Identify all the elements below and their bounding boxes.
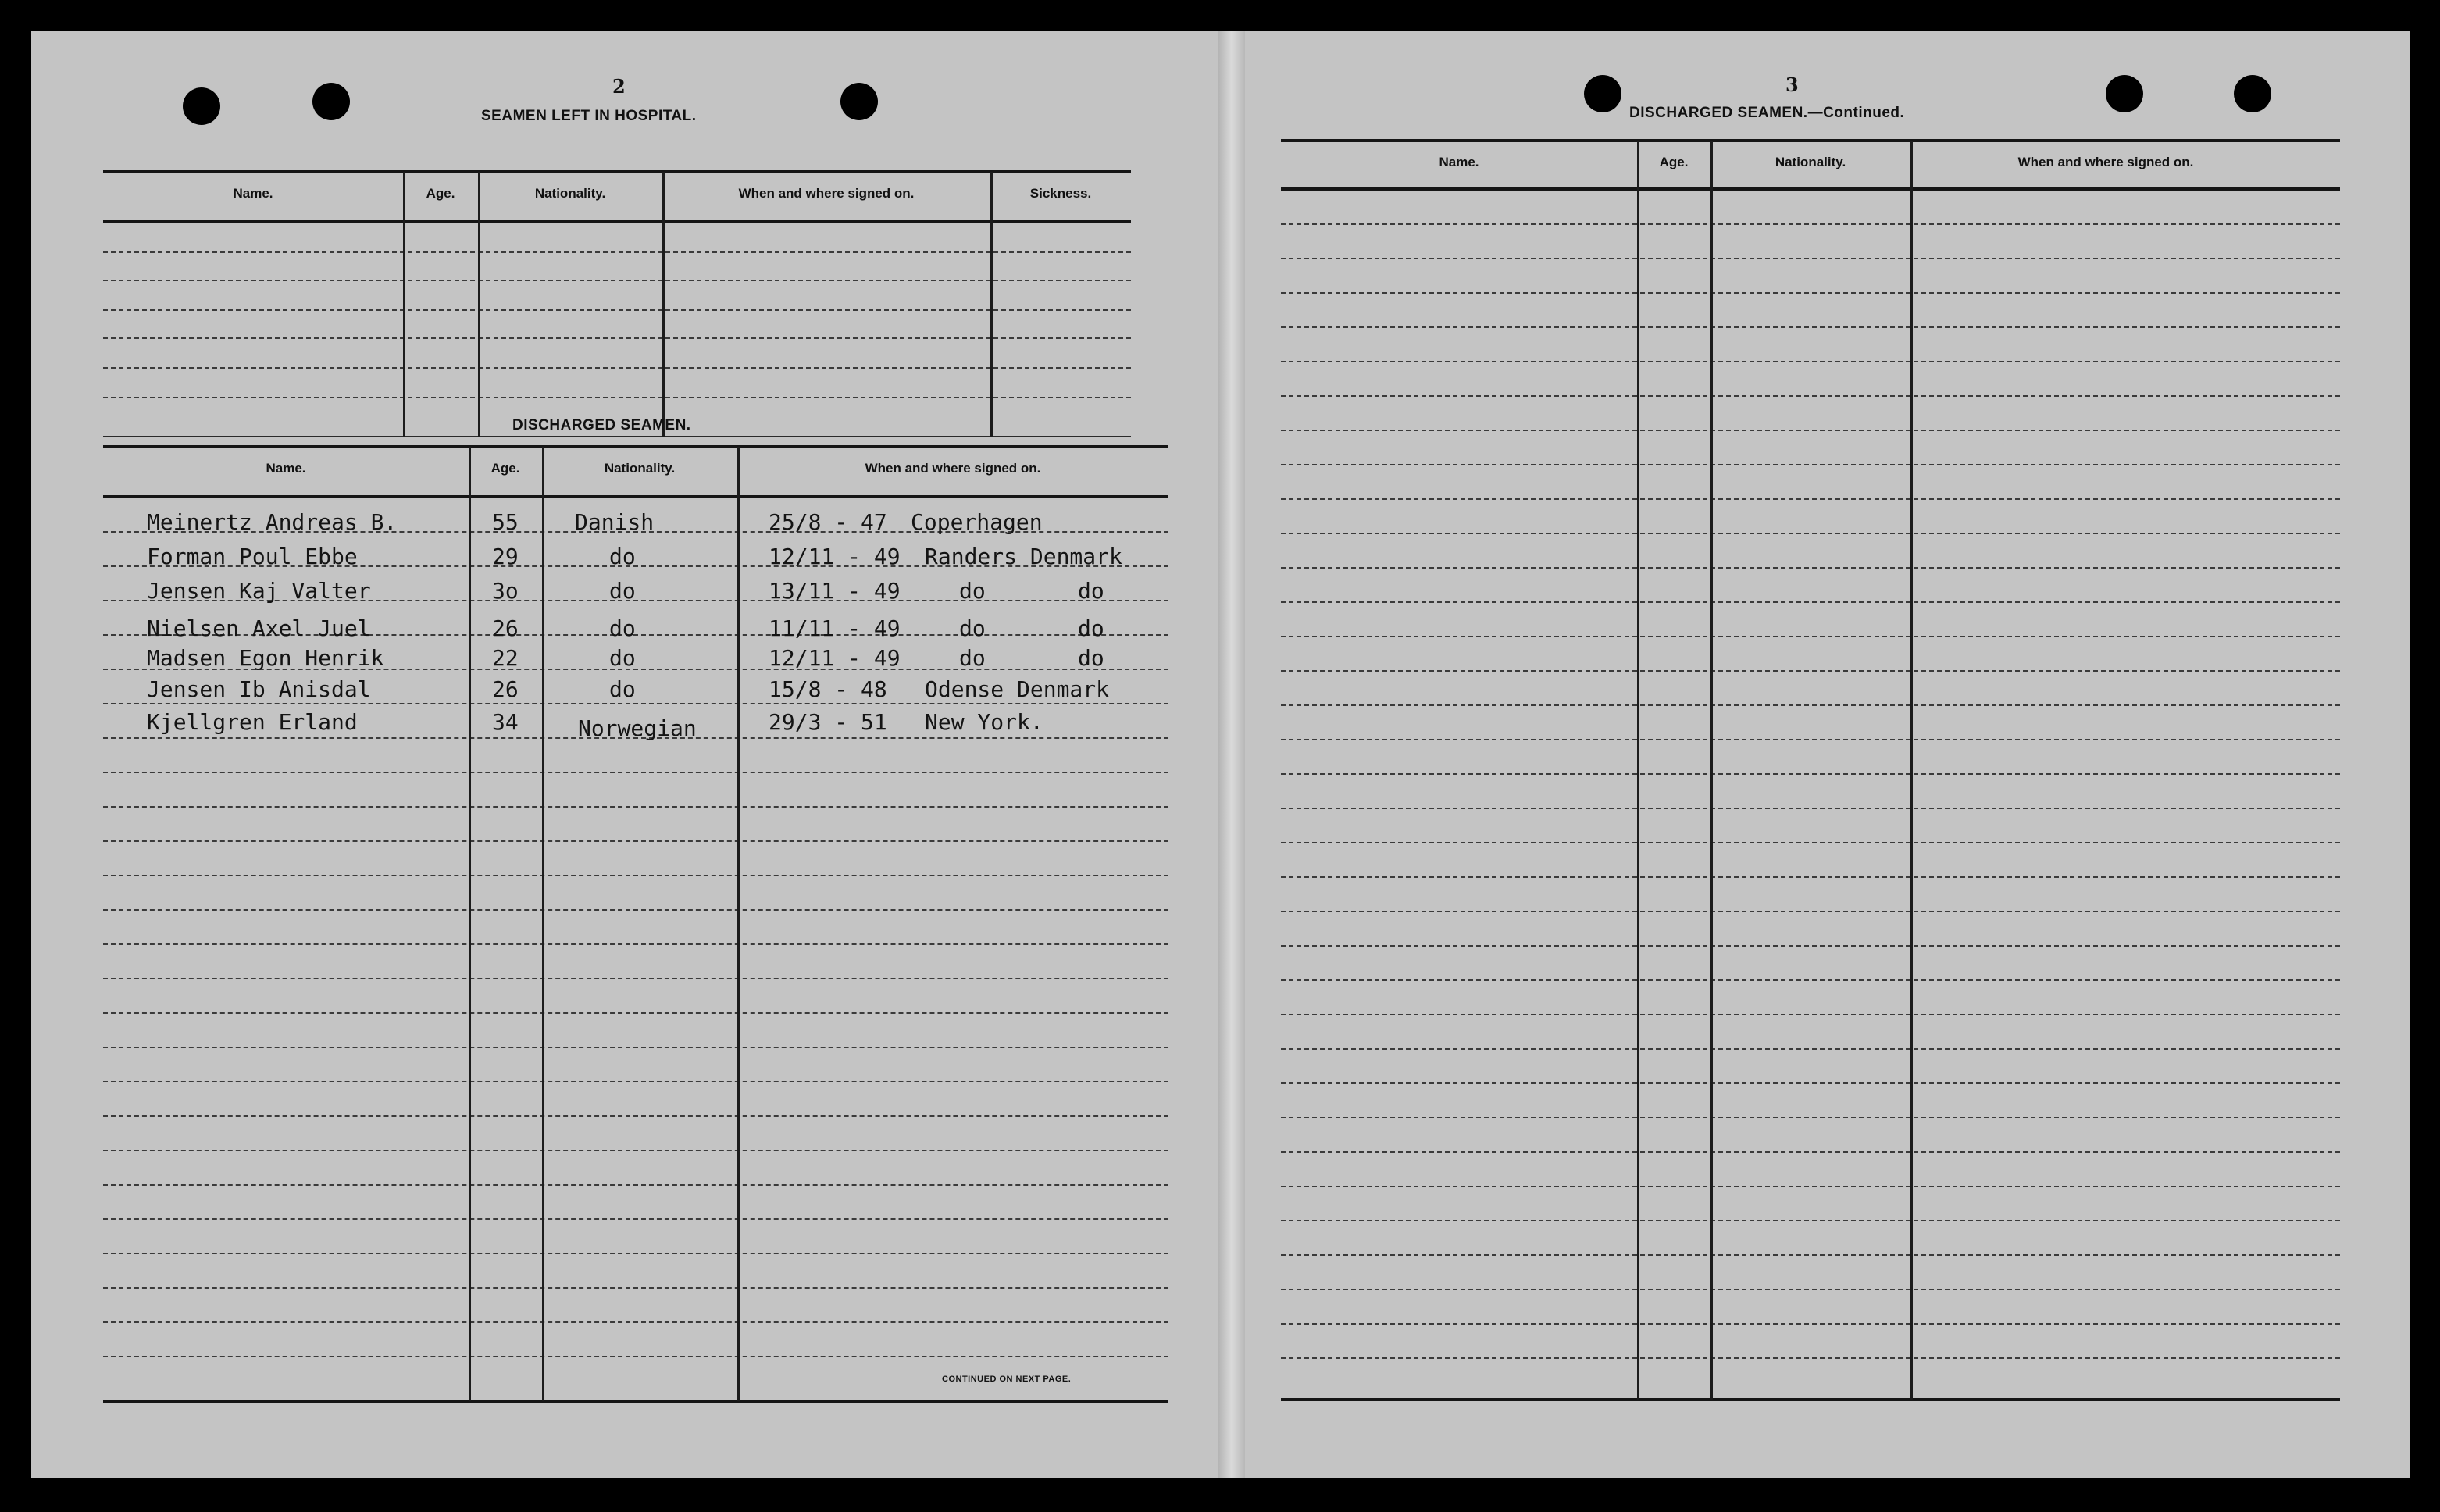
seaman-name: Jensen Kaj Valter — [147, 578, 371, 604]
signed-on-place: do — [959, 578, 986, 604]
column-header: Nationality. — [604, 461, 676, 476]
signed-on-date: 29/3 - 51 — [769, 709, 887, 735]
seaman-name: Jensen Ib Anisdal — [147, 676, 371, 702]
hospital-section-title: SEAMEN LEFT IN HOSPITAL. — [481, 108, 697, 124]
column-header: Age. — [1659, 155, 1689, 169]
signed-on-date: 13/11 - 49 — [769, 578, 901, 604]
seaman-nationality: do — [609, 578, 636, 604]
signed-on-place: do — [959, 615, 986, 641]
seaman-nationality: Danish — [575, 509, 655, 535]
column-header: Nationality. — [534, 186, 606, 201]
column-header: When and where signed on. — [2017, 155, 2194, 169]
discharged-section-title: DISCHARGED SEAMEN. — [512, 417, 691, 433]
signed-on-date: 12/11 - 49 — [769, 544, 901, 569]
seaman-name: Forman Poul Ebbe — [147, 544, 358, 569]
punch-hole — [2106, 75, 2143, 112]
seaman-name: Nielsen Axel Juel — [147, 615, 371, 641]
seaman-nationality: do — [609, 645, 636, 671]
column-header: When and where signed on. — [738, 186, 915, 201]
signed-on-date: 15/8 - 48 — [769, 676, 887, 702]
column-header: Age. — [490, 461, 520, 476]
seaman-age: 34 — [492, 709, 519, 735]
signed-on-place: Coperhagen — [911, 509, 1043, 535]
signed-on-place: do — [959, 645, 986, 671]
seaman-nationality: do — [609, 615, 636, 641]
discharged-table — [103, 445, 1168, 1406]
column-header: Name. — [233, 186, 273, 201]
continued-note: CONTINUED ON NEXT PAGE. — [942, 1375, 1072, 1384]
column-header: When and where signed on. — [865, 461, 1041, 476]
seaman-age: 3o — [492, 578, 519, 604]
punch-hole — [312, 83, 350, 120]
punch-hole — [840, 83, 878, 120]
signed-on-place-ditto: do — [1078, 578, 1104, 604]
column-header: Age. — [426, 186, 455, 201]
punch-hole — [183, 87, 220, 125]
signed-on-date: 25/8 - 47 — [769, 509, 887, 535]
discharged-continued-table — [1281, 139, 2340, 1406]
signed-on-place: Randers Denmark — [925, 544, 1122, 569]
seaman-age: 26 — [492, 615, 519, 641]
seaman-age: 29 — [492, 544, 519, 569]
punch-hole — [2234, 75, 2271, 112]
seaman-name: Kjellgren Erland — [147, 709, 358, 735]
punch-hole — [1584, 75, 1621, 112]
column-header: Sickness. — [1029, 186, 1092, 201]
document-sheet — [31, 31, 2410, 1478]
signed-on-place: New York. — [925, 709, 1043, 735]
seaman-nationality: do — [609, 544, 636, 569]
seaman-name: Meinertz Andreas B. — [147, 509, 398, 535]
signed-on-place-ditto: do — [1078, 645, 1104, 671]
hospital-table — [103, 170, 1131, 442]
signed-on-place: Odense Denmark — [925, 676, 1110, 702]
signed-on-date: 12/11 - 49 — [769, 645, 901, 671]
seaman-age: 22 — [492, 645, 519, 671]
signed-on-place-ditto: do — [1078, 615, 1104, 641]
column-header: Name. — [1439, 155, 1479, 169]
column-header: Nationality. — [1775, 155, 1846, 169]
page-fold — [1218, 31, 1245, 1478]
seaman-age: 26 — [492, 676, 519, 702]
page-number: 2 — [612, 75, 626, 98]
column-header: Name. — [266, 461, 306, 476]
seaman-age: 55 — [492, 509, 519, 535]
page-number: 3 — [1785, 73, 1799, 96]
discharged-continued-title: DISCHARGED SEAMEN.—Continued. — [1629, 105, 1905, 121]
seaman-nationality: do — [609, 676, 636, 702]
seaman-name: Madsen Egon Henrik — [147, 645, 384, 671]
seaman-nationality: Norwegian — [578, 715, 697, 741]
signed-on-date: 11/11 - 49 — [769, 615, 901, 641]
